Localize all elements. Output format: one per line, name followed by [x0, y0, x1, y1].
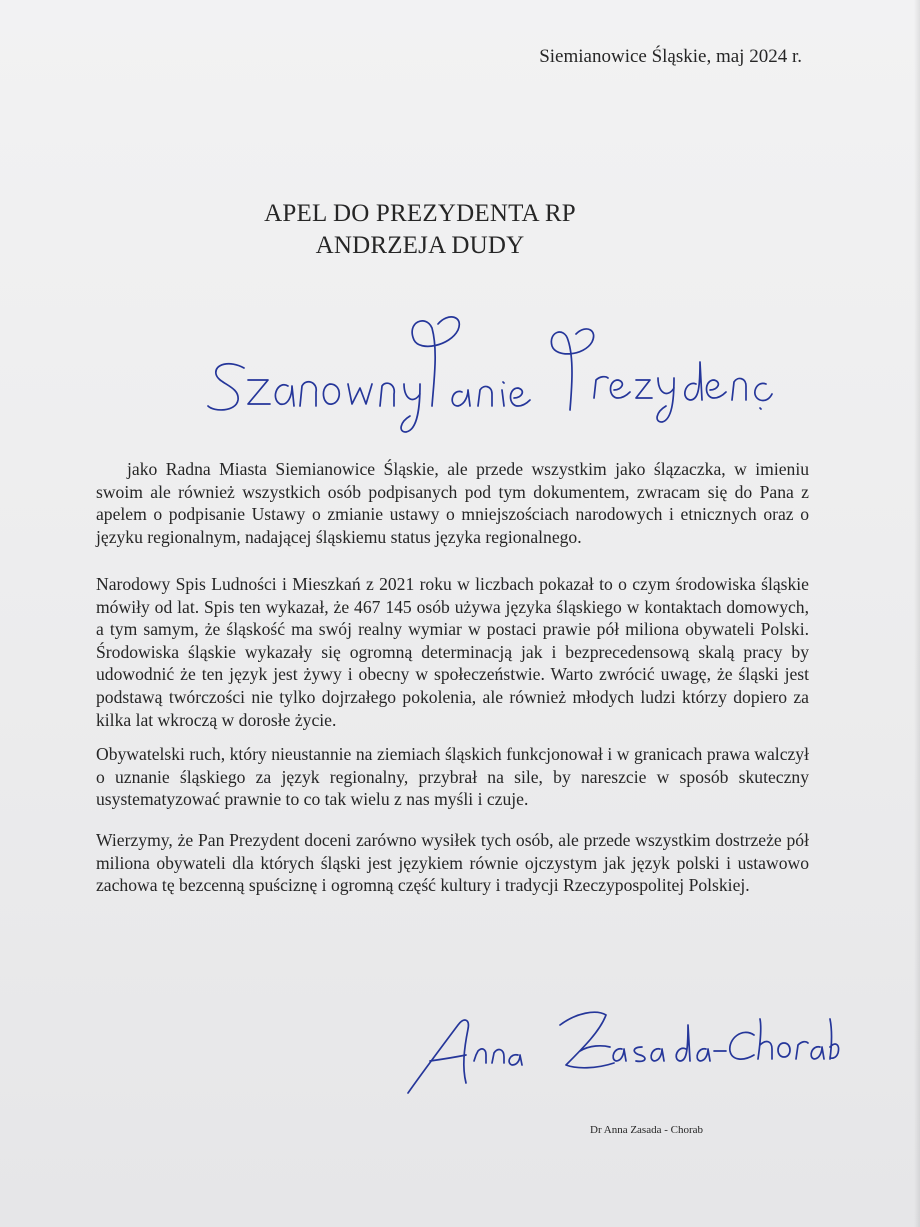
paragraph-3: [96, 743, 809, 811]
paragraph-2-text: Narodowy Spis Ludności i Mieszkań z 2021 roku w liczbach pokazał to o czym środowiska śląskie mówiły od lat. Spis ten wykazał, że 467 145 osób używa języka śląskiego w kontaktach domowych, a tym samym, że śląskość ma swój realny wymiar w postaci prawie pół miliona obywateli Polski. Środowiska śląskie wykazały się ogromną determinacją jak i bezprecedensową skalą pracy by udowodnić że ten język jest żywy i obecny w społeczeństwie. Warto zwrócić uwagę, że śląski jest podstawą twórczości nie tylko dojrzałego pokolenia, ale również młodych ludzi którzy dopiero za kilka lat wkroczą w dorosłe życie.: [96, 574, 809, 730]
paragraph-3-text: Obywatelski ruch, który nieustannie na ziemiach śląskich funkcjonował i w granicach prawa walczył o uznanie śląskiego za język regionalny, przybrał na sile, by nareszcie w sposób skuteczny usystematyzować prawnie to co tak wielu z nas myśli i czuje.: [96, 744, 809, 810]
paragraph-2: [96, 573, 809, 731]
handwritten-salutation: [200, 310, 780, 440]
paragraph-4: [96, 829, 809, 897]
paragraph-1: [96, 458, 809, 548]
letter-title-line-1: APEL DO PREZYDENTA RP: [264, 200, 576, 227]
handwritten-signature: [400, 985, 840, 1105]
paragraph-4-text: Wierzymy, że Pan Prezydent doceni zarówno wysiłek tych osób, ale przede wszystkim dostrzeże pół miliona obywateli dla których śląski jest językiem równie ojczystym jak język polski i ustawowo zachowa tę bezcenną spuściznę i ogromną część kultury i tradycji Rzeczypospolitej Polskiej.: [96, 830, 809, 896]
paragraph-1-text: jako Radna Miasta Siemianowice Śląskie, ale przede wszystkim jako ślązaczka, w imieniu swoim ale również wszystkich osób podpisanych pod tym dokumentem, zwracam się do Pana z apelem o podpisanie Ustawy o zmianie ustawy o mniejszościach narodowych i etnicznych oraz o języku regionalnym, nadającej śląskiemu status języka regionalnego.: [96, 459, 809, 547]
letter-title-line-2: ANDRZEJA DUDY: [315, 232, 525, 259]
signer-name: Dr Anna Zasada - Chorab: [590, 1124, 704, 1136]
place-date: Siemianowice Śląskie, maj 2024 r.: [539, 46, 802, 67]
